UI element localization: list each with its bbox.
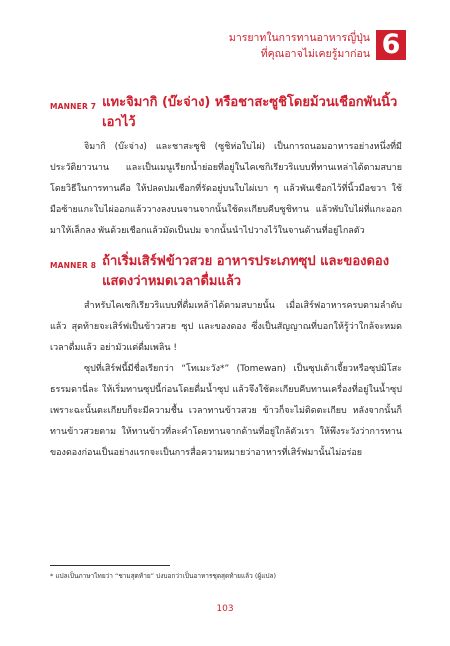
paragraph: ซุปที่เสิร์ฟนี้มีชื่อเรียกว่า “โทเมะวัง*” (Tomewan) เป็นซุปเต้าเจี้ยวหรือซุปมิโสะธรรมดานี่ละ ให้เริ่มทานซุปนี้ก่อนโดยดื่มน้ำซุป แล้วจึงใช้ตะเกียบคีบทานเครื่องที่อยู่ในน้ำซุป เพราะฉะนั้นตะเกียบก็จะมีความชื้น เวลาทานข้าวสวย ข้าวก็จะไม่ติดตะเกียบ หลังจากนั้นก็ทานข้าวสวยตาม ให้ทานข้าวที่ละคำโดยทานจากด้านที่อยู่ใกล้ตัวเรา ให้พึงระวังว่าการทานของดองก่อนเป็นอย่างแรกจะเป็นการสื่อความหมายว่าอาหารที่เสิร์ฟมานั้นไม่อร่อย — [50, 364, 402, 458]
section-number: MANNER 8 — [50, 261, 97, 270]
chapter-title — [229, 28, 370, 62]
chapter-title-line2: ที่คุณอาจไม่เคยรู้มาก่อน — [260, 48, 370, 60]
page-content — [50, 93, 402, 464]
paragraph: จิมากิ (บ๊ะจ่าง) และชาสะซูชิ (ซูชิห่อใบไผ่) เป็นการถนอมอาหารอย่างหนึ่งที่มีประวัติยาวนาน และเป็นเมนูเรียกน้ำย่อยที่อยู่ในไคเซกิเรียวริแบบที่ทานเหล่าได้ตามสบาย โดยวิธีในการทานคือ ให้ปลดปมเชือกที่รัดอยู่บนใบไผ่เบา ๆ แล้วพันเชือกไว้ที่นิ้วมือขวา ใช้มือซ้ายแกะใบไผ่ออกแล้ววางลงบนจานจากนั้นใช้ตะเกียบคีบซูชิทาน แล้วพับใบไผ่ที่แกะออกมาให้เล็กลง พันด้วยเชือกแล้วมัดเป็นปม จากนั้นนำไปวางไว้ในจานด้านที่อยู่ไกลตัว — [50, 142, 402, 236]
chapter-title-line1: มารยาทในการทานอาหารญี่ปุ่น — [228, 32, 370, 44]
section-heading-manner-8 — [50, 252, 402, 292]
section-title-line1: ถ้าเริ่มเสิร์ฟข้าวสวย อาหารประเภทซุป และของดอง — [102, 254, 390, 269]
section-heading-manner-7 — [50, 93, 402, 133]
footnote-divider — [50, 565, 170, 566]
section-title-line2: แสดงว่าหมดเวลาดื่มแล้ว — [102, 274, 242, 289]
section-title: แทะจิมากิ (บ๊ะจ่าง) หรือชาสะซูชิโดยม้วนเชือกพันนิ้วเอาไว้ — [102, 95, 398, 130]
chapter-header — [229, 28, 406, 62]
section-number: MANNER 7 — [50, 102, 97, 111]
footnote: * แปลเป็นภาษาไทยว่า “ชามสุดท้าย” บ่งบอกว่าเป็นอาหารชุดสุดท้ายแล้ว (ผู้แปล) — [50, 572, 277, 580]
page-number: 103 — [216, 604, 234, 614]
chapter-number-badge: 6 — [376, 30, 406, 60]
paragraph: สำหรับไคเซกิเรียวริแบบที่ดื่มเหล้าได้ตามสบายนั้น เมื่อเสิร์ฟอาหารครบตามลำดับแล้ว สุดท้ายจะเสิร์ฟเป็นข้าวสวย ซุป และของดอง ซึ่งเป็นสัญญาณที่บอกให้รู้ว่าใกล้จะหมดเวลาดื่มแล้ว อย่ามัวแต่ดื่มเพลิน ! — [50, 301, 402, 353]
section-title — [102, 252, 402, 292]
